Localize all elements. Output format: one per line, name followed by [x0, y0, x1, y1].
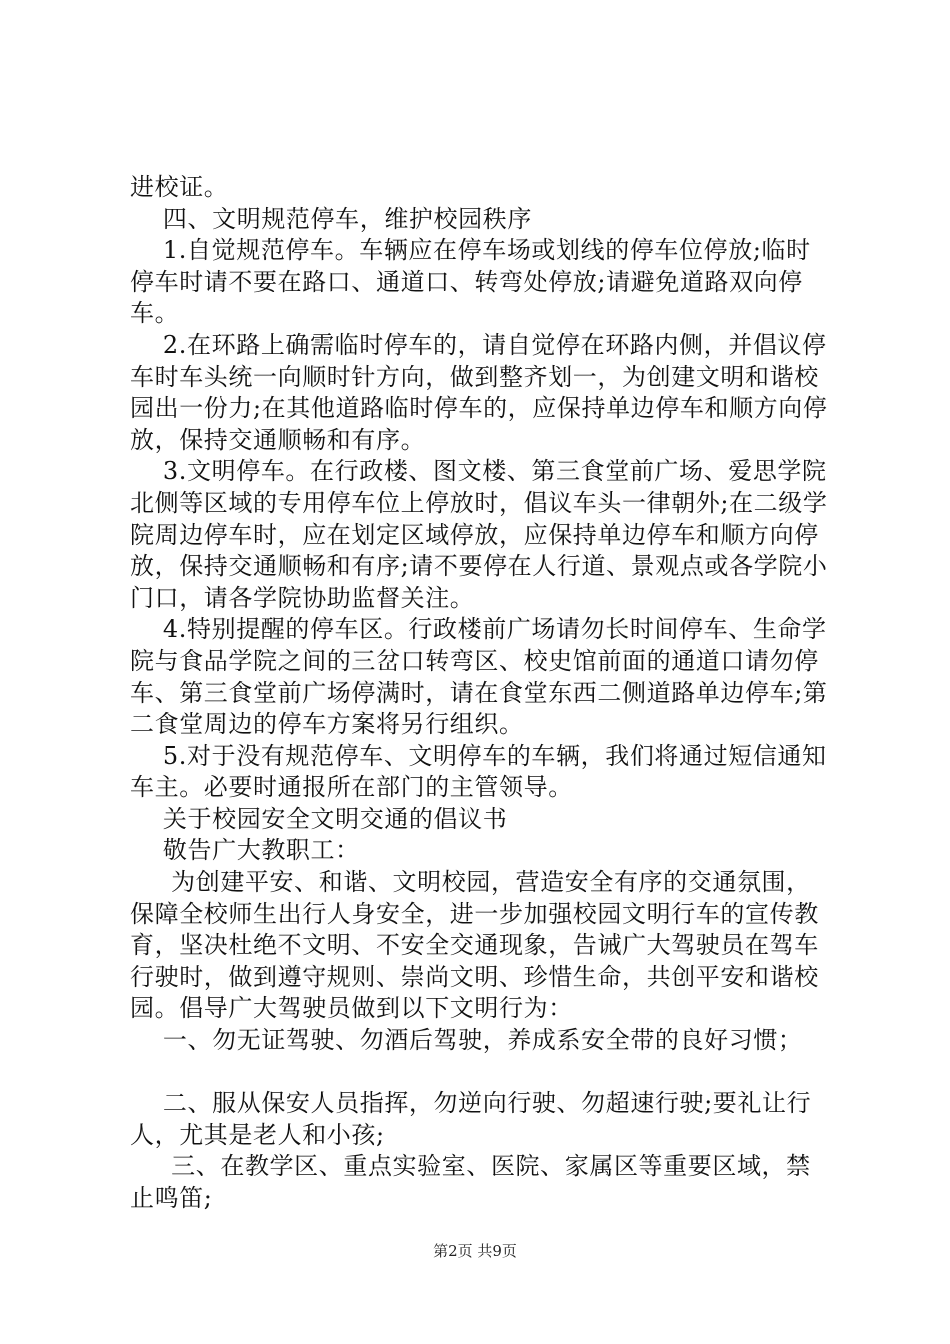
paragraph: 1.自觉规范停车。车辆应在停车场或划线的停车位停放;临时停车时请不要在路口、通道口、转弯处停放;请避免道路双向停车。 [130, 236, 811, 328]
proposal-title: 关于校园安全文明交通的倡议书 [130, 804, 508, 833]
salutation: 敬告广大教职工： [130, 836, 360, 865]
paragraph: 2.在环路上确需临时停车的，请自觉停在环路内侧，并倡议停车时车头统一向顺时针方向，做到整齐划一，为创建文明和谐校园出一份力;在其他道路临时停车的，应保持单边停车和顺方向停放，保持交通顺畅和有序。 [130, 330, 828, 454]
document-body [130, 172, 830, 1215]
paragraph: 4.特别提醒的停车区。行政楼前广场请勿长时间停车、生命学院与食品学院之间的三岔口转弯区、校史馆前面的通道口请勿停车、第三食堂前广场停满时，请在食堂东西二侧道路单边停车;第二食堂周边的停车方案将另行组织。 [130, 615, 828, 739]
paragraph: 3.文明停车。在行政楼、图文楼、第三食堂前广场、爱思学院北侧等区域的专用停车位上停放时，倡议车头一律朝外;在二级学院周边停车时，应在划定区域停放，应保持单边停车和顺方向停放，保持交通顺畅和有序;请不要停在人行道、景观点或各学院小门口，请各学院协助监督关注。 [130, 457, 828, 612]
paragraph: 二、服从保安人员指挥，勿逆向行驶、勿超速行驶;要礼让行人，尤其是老人和小孩; [130, 1089, 812, 1149]
blank-line [130, 1057, 830, 1089]
page-number: 第2页 共9页 [433, 1242, 517, 1260]
paragraph: 进校证。 [130, 173, 229, 201]
paragraph: 5.对于没有规范停车、文明停车的车辆，我们将通过短信通知车主。必要时通报所在部门的主管领导。 [130, 741, 827, 802]
section-heading: 四、文明规范停车，维护校园秩序 [130, 204, 532, 233]
paragraph: 三、在教学区、重点实验室、医院、家属区等重要区域，禁止鸣笛; [130, 1152, 811, 1212]
paragraph: 为创建平安、和谐、文明校园，营造安全有序的交通氛围，保障全校师生出行人身安全，进一步加强校园文明行车的宣传教育，坚决杜绝不文明、不安全交通现象，告诫广大驾驶员在驾车行驶时，做到遵守规则、崇尚文明、珍惜生命，共创平安和谐校园。倡导广大驾驶员做到以下文明行为： [130, 868, 819, 1023]
page-footer [0, 1240, 950, 1261]
paragraph: 一、勿无证驾驶、勿酒后驾驶，养成系安全带的良好习惯； [130, 1026, 803, 1055]
